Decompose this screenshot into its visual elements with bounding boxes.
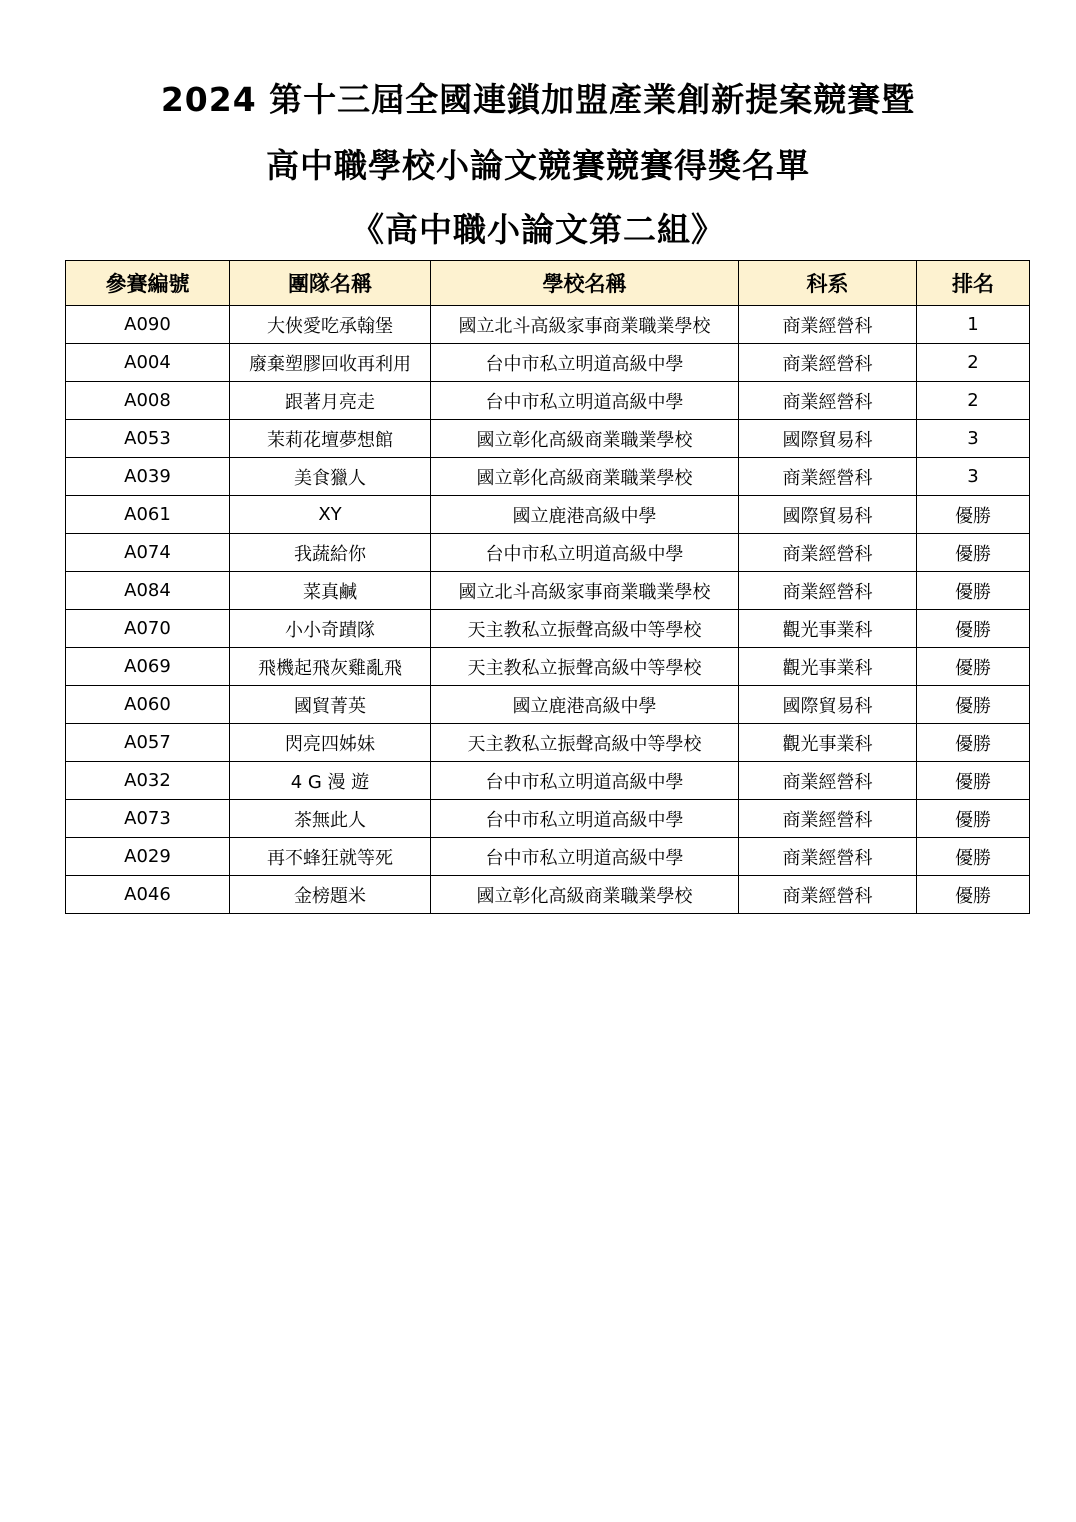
cell-rank: 2 (917, 344, 1030, 382)
cell-team-name: 國貿菁英 (230, 686, 431, 724)
cell-department: 商業經營科 (739, 534, 917, 572)
cell-entry-id: A057 (66, 724, 230, 762)
cell-school-name: 台中市私立明道高級中學 (431, 534, 739, 572)
cell-team-name: 再不蜂狂就等死 (230, 838, 431, 876)
cell-school-name: 國立北斗高級家事商業職業學校 (431, 306, 739, 344)
cell-entry-id: A090 (66, 306, 230, 344)
cell-team-name: 金榜題米 (230, 876, 431, 914)
cell-rank: 優勝 (917, 724, 1030, 762)
cell-school-name: 國立鹿港高級中學 (431, 496, 739, 534)
table-row (66, 572, 1030, 610)
cell-school-name: 國立彰化高級商業職業學校 (431, 420, 739, 458)
title-line-2: 高中職學校小論文競賽競賽得獎名單 (266, 146, 810, 185)
cell-team-name: 小小奇蹟隊 (230, 610, 431, 648)
header-department: 科系 (739, 261, 917, 306)
cell-entry-id: A029 (66, 838, 230, 876)
cell-rank: 優勝 (917, 648, 1030, 686)
cell-school-name: 天主教私立振聲高級中等學校 (431, 610, 739, 648)
table-row (66, 420, 1030, 458)
cell-department: 商業經營科 (739, 382, 917, 420)
cell-rank: 優勝 (917, 496, 1030, 534)
cell-department: 國際貿易科 (739, 420, 917, 458)
cell-department: 商業經營科 (739, 800, 917, 838)
table-row (66, 382, 1030, 420)
cell-school-name: 天主教私立振聲高級中等學校 (431, 724, 739, 762)
cell-entry-id: A069 (66, 648, 230, 686)
cell-entry-id: A084 (66, 572, 230, 610)
cell-rank: 優勝 (917, 686, 1030, 724)
cell-department: 商業經營科 (739, 344, 917, 382)
cell-team-name: 廢棄塑膠回收再利用 (230, 344, 431, 382)
document-title (0, 70, 1076, 260)
cell-rank: 優勝 (917, 610, 1030, 648)
cell-team-name: XY (230, 496, 431, 534)
cell-rank: 優勝 (917, 800, 1030, 838)
title-line-1: 2024 第十三屆全國連鎖加盟產業創新提案競賽暨 (160, 80, 916, 119)
cell-rank: 優勝 (917, 762, 1030, 800)
table-row (66, 724, 1030, 762)
cell-team-name: 閃亮四姊妹 (230, 724, 431, 762)
table-row (66, 800, 1030, 838)
cell-rank: 3 (917, 458, 1030, 496)
cell-team-name: 大俠愛吃承翰堡 (230, 306, 431, 344)
cell-department: 觀光事業科 (739, 610, 917, 648)
cell-department: 商業經營科 (739, 306, 917, 344)
cell-team-name: 我蔬給你 (230, 534, 431, 572)
table-row (66, 876, 1030, 914)
table-row (66, 496, 1030, 534)
cell-school-name: 台中市私立明道高級中學 (431, 762, 739, 800)
cell-entry-id: A074 (66, 534, 230, 572)
cell-team-name: 跟著月亮走 (230, 382, 431, 420)
cell-team-name: 4 G 漫 遊 (230, 762, 431, 800)
cell-entry-id: A039 (66, 458, 230, 496)
cell-school-name: 國立鹿港高級中學 (431, 686, 739, 724)
cell-rank: 2 (917, 382, 1030, 420)
title-line-3: 《高中職小論文第二組》 (351, 210, 725, 249)
cell-school-name: 台中市私立明道高級中學 (431, 838, 739, 876)
header-rank: 排名 (917, 261, 1030, 306)
cell-school-name: 台中市私立明道高級中學 (431, 344, 739, 382)
cell-team-name: 茶無此人 (230, 800, 431, 838)
table-row (66, 686, 1030, 724)
cell-department: 商業經營科 (739, 838, 917, 876)
table-row (66, 648, 1030, 686)
cell-department: 國際貿易科 (739, 686, 917, 724)
cell-school-name: 台中市私立明道高級中學 (431, 800, 739, 838)
cell-entry-id: A046 (66, 876, 230, 914)
cell-rank: 優勝 (917, 838, 1030, 876)
table-header-row (66, 261, 1030, 306)
cell-school-name: 國立北斗高級家事商業職業學校 (431, 572, 739, 610)
award-table (65, 260, 1030, 914)
cell-entry-id: A053 (66, 420, 230, 458)
table-row (66, 762, 1030, 800)
header-team-name: 團隊名稱 (230, 261, 431, 306)
table-row (66, 306, 1030, 344)
cell-team-name: 菜真鹹 (230, 572, 431, 610)
cell-rank: 1 (917, 306, 1030, 344)
cell-team-name: 茉莉花壇夢想館 (230, 420, 431, 458)
cell-entry-id: A008 (66, 382, 230, 420)
cell-entry-id: A061 (66, 496, 230, 534)
table-body (66, 306, 1030, 914)
cell-department: 觀光事業科 (739, 648, 917, 686)
cell-rank: 優勝 (917, 876, 1030, 914)
table-row (66, 344, 1030, 382)
cell-rank: 3 (917, 420, 1030, 458)
cell-department: 商業經營科 (739, 762, 917, 800)
cell-school-name: 天主教私立振聲高級中等學校 (431, 648, 739, 686)
cell-department: 商業經營科 (739, 876, 917, 914)
cell-team-name: 美食獵人 (230, 458, 431, 496)
cell-school-name: 國立彰化高級商業職業學校 (431, 876, 739, 914)
cell-rank: 優勝 (917, 534, 1030, 572)
cell-department: 商業經營科 (739, 572, 917, 610)
table-row (66, 458, 1030, 496)
table-row (66, 838, 1030, 876)
cell-department: 國際貿易科 (739, 496, 917, 534)
cell-school-name: 國立彰化高級商業職業學校 (431, 458, 739, 496)
cell-team-name: 飛機起飛灰雞亂飛 (230, 648, 431, 686)
cell-entry-id: A073 (66, 800, 230, 838)
cell-entry-id: A004 (66, 344, 230, 382)
header-entry-id: 參賽編號 (66, 261, 230, 306)
cell-department: 商業經營科 (739, 458, 917, 496)
cell-entry-id: A070 (66, 610, 230, 648)
cell-department: 觀光事業科 (739, 724, 917, 762)
cell-rank: 優勝 (917, 572, 1030, 610)
header-school-name: 學校名稱 (431, 261, 739, 306)
cell-school-name: 台中市私立明道高級中學 (431, 382, 739, 420)
cell-entry-id: A060 (66, 686, 230, 724)
table-row (66, 534, 1030, 572)
table-row (66, 610, 1030, 648)
cell-entry-id: A032 (66, 762, 230, 800)
